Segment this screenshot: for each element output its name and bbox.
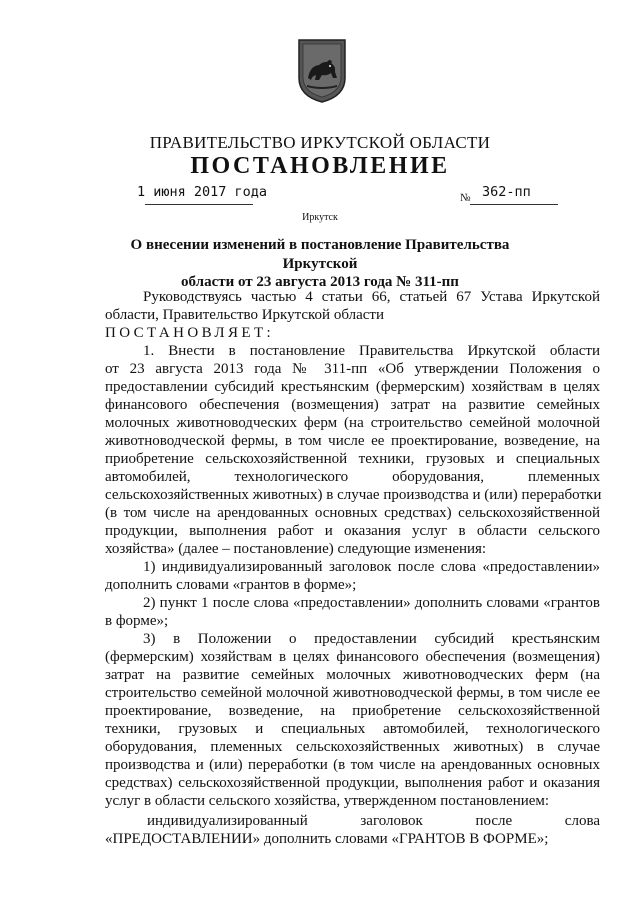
subitem-line: (фермерским) хозяйствам в целях финансового обеспечения (возмещения) — [105, 649, 600, 665]
city: Иркутск — [302, 212, 338, 223]
subitem-line: средствах) сельскохозяйственной продукции, выполнения работ и оказания — [105, 775, 600, 791]
paragraph-line: предоставлении субсидий крестьянским (фермерским) хозяйствам в целях — [105, 379, 600, 395]
paragraph-line: 1. Внести в постановление Правительства Иркутской области — [143, 343, 600, 359]
amendment-line: «ПРЕДОСТАВЛЕНИИ» дополнить словами «ГРАНТОВ В ФОРМЕ»; — [105, 831, 549, 847]
document-type: ПОСТАНОВЛЕНИЕ — [190, 153, 450, 179]
amendment-line: индивидуализированный заголовок после слова — [147, 813, 600, 829]
preamble-line: области, Правительство Иркутской области — [105, 307, 384, 323]
subitem-line: оборудования, племенных сельскохозяйственных животных) в случае — [105, 739, 600, 755]
subitem-line: строительство семейной молочной животноводческой фермы, в том числе ее — [105, 685, 600, 701]
subitem-line: в форме»; — [105, 613, 169, 629]
document-title — [105, 236, 535, 292]
paragraph-line: хозяйства» (далее – постановление) следующие изменения: — [105, 541, 487, 557]
paragraph-line: продукции, выполнения работ и оказания услуг в области сельского — [105, 523, 600, 539]
decree-number: 362-пп — [482, 184, 531, 200]
paragraph-line: животноводческой фермы, в том числе ее проектирование, возведение, на — [105, 433, 600, 449]
coat-of-arms-emblem — [297, 38, 347, 104]
paragraph-line: финансового обеспечения (возмещения) затрат на развитие семейных — [105, 397, 600, 413]
subitem-line: производства и (или) переработки (в том числе на арендованных основных — [105, 757, 600, 773]
paragraph-line: приобретение сельскохозяйственной техники, грузовых и специальных — [105, 451, 600, 467]
government-name: ПРАВИТЕЛЬСТВО ИРКУТСКОЙ ОБЛАСТИ — [149, 133, 491, 152]
resolves-heading: ПОСТАНОВЛЯЕТ: — [105, 325, 275, 341]
subitem-line: дополнить словами «грантов в форме»; — [105, 577, 357, 593]
subitem-line: техники, грузовых и специальных автомобилей, технологического — [105, 721, 600, 737]
subitem-line: затрат на развитие семейных молочных животноводческих ферм (на — [105, 667, 600, 683]
date-underline — [145, 204, 253, 205]
decree-date: 1 июня 2017 года — [137, 184, 268, 200]
preamble-line: Руководствуясь частью 4 статьи 66, статьей 67 Устава Иркутской — [143, 289, 600, 305]
paragraph-line: автомобилей, технологического оборудования, племенных — [105, 469, 600, 485]
subitem-line: 3) в Положении о предоставлении субсидий крестьянским — [143, 631, 600, 647]
subitem-line: 1) индивидуализированный заголовок после слова «предоставлении» — [143, 559, 600, 575]
title-line: О внесении изменений в постановление Правительства Иркутской — [130, 237, 510, 272]
paragraph-line: сельскохозяйственных животных) в случае производства и (или) переработки — [105, 487, 602, 503]
number-sign: № — [460, 192, 471, 204]
paragraph-line: (в том числе на арендованных основных средствах) сельскохозяйственной — [105, 505, 600, 521]
subitem-line: 2) пункт 1 после слова «предоставлении» дополнить словами «грантов — [143, 595, 600, 611]
number-underline — [470, 204, 558, 205]
subitem-line: услуг в области сельского хозяйства, утвержденном постановлением: — [105, 793, 550, 809]
subitem-line: проектирование, возведение, на приобретение сельскохозяйственной — [105, 703, 600, 719]
title-line: области от 23 августа 2013 года № 311-пп — [181, 274, 459, 290]
paragraph-line: молочных животноводческих ферм (на строительство семейной молочной — [105, 415, 600, 431]
paragraph-line: от 23 августа 2013 года № 311-пп «Об утверждении Положения о — [105, 361, 600, 377]
